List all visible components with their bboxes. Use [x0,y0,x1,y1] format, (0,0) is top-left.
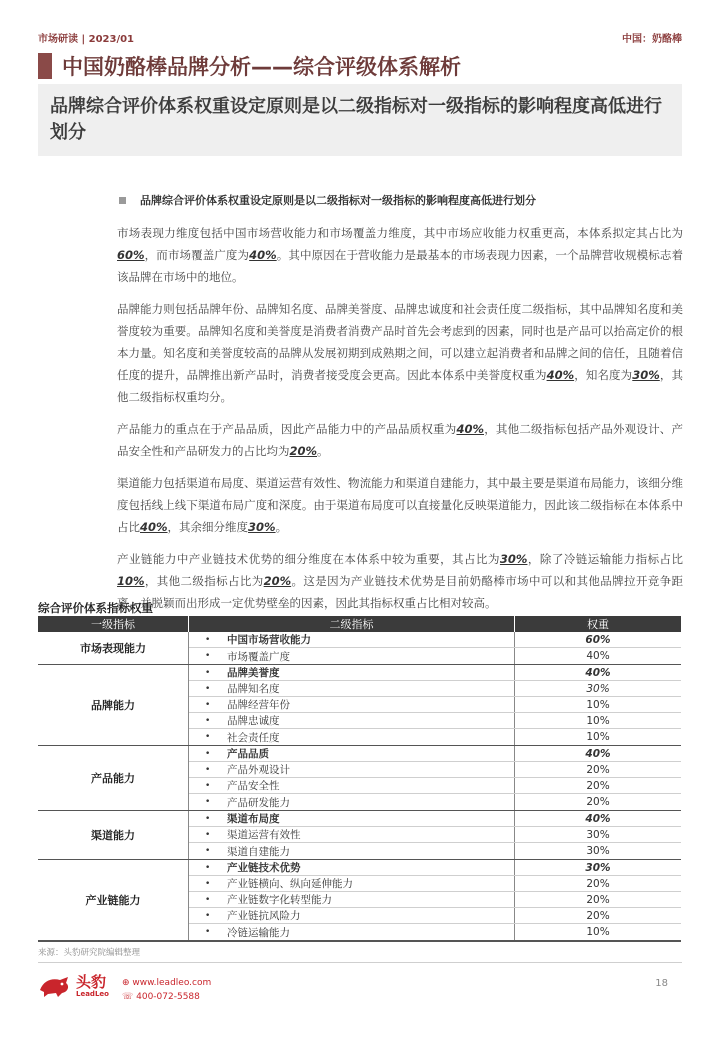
weight-value: 40% [585,747,611,760]
bullet-dot-icon: • [205,634,211,645]
logo-cn: 头豹 [76,973,107,991]
paragraph [117,298,683,408]
secondary-indicator-cell [189,924,515,940]
table-group [38,810,681,859]
secondary-indicator-cell [189,843,515,859]
table-row [189,794,681,810]
secondary-indicator: 品牌忠诚度 [227,715,280,727]
paragraph [117,472,683,538]
weight-cell [515,729,681,745]
weight-cell [515,843,681,859]
paragraph-text: 产业链能力中产业链技术优势的细分维度在本体系中较为重要，其占比为 [117,552,500,566]
weight-cell [515,713,681,728]
paragraph-text: ，除了冷链运输能力指标占比 [527,552,684,566]
percentage-highlight: 10% [117,574,145,588]
weight-value: 10% [586,731,610,743]
secondary-indicator-cell [189,697,515,712]
page-header [38,30,682,44]
table-row [189,876,681,892]
secondary-indicator: 渠道自建能力 [227,845,290,858]
paragraph-text: ，其他二级指标权重均分。 [117,368,684,404]
secondary-indicator: 产品品质 [227,748,269,760]
footer-divider [38,962,682,963]
bullet-dot-icon: • [205,797,211,807]
weight-value: 20% [586,877,610,890]
paragraph-text: 产品能力的重点在于产品品质，因此产品能力中的产品品质权重为 [117,422,457,436]
table-group [38,664,681,745]
secondary-indicator-cell [189,713,515,728]
paragraph-text: 。 [275,520,288,534]
weight-cell [515,632,681,647]
weight-value: 20% [586,909,610,922]
weight-value: 60% [585,633,611,646]
weight-cell [515,892,681,907]
percentage-highlight: 40% [140,520,168,534]
weight-cell [515,876,681,891]
paragraph-text: ，其余细分维度 [167,520,249,534]
table-row [189,762,681,778]
secondary-indicator: 产品外观设计 [227,764,290,776]
weight-value: 20% [586,893,610,906]
bullet-dot-icon: • [205,894,211,905]
weight-cell [515,794,681,810]
secondary-indicator-cell [189,632,515,647]
weight-cell [515,746,681,761]
secondary-indicator: 冷链运输能力 [227,926,290,939]
table-row [189,843,681,859]
weight-value: 10% [586,714,610,727]
weights-table [38,616,681,942]
header-secondary: 二级指标 [189,616,515,632]
weight-cell [515,681,681,696]
paragraph-text: 。 [317,444,329,458]
weight-value: 40% [585,812,611,825]
main-title [38,52,461,80]
table-row [189,778,681,794]
secondary-indicator: 市场覆盖广度 [227,650,290,663]
secondary-indicator: 产品安全性 [227,780,280,792]
weight-value: 30% [586,845,610,857]
bullet-dot-icon: • [205,780,211,791]
secondary-indicator: 渠道布局度 [227,813,280,825]
globe-icon: ⊕ [122,978,133,988]
body-content [117,192,683,624]
secondary-indicator: 中国市场营收能力 [227,634,311,646]
paragraph-text: 。这是因为产业链技术优势是目前奶酪棒市场中可以和其他品牌拉开竞争距离，并脱颖而出形成一定优势壁垒的因素，因此其指标权重占比相对较高。 [117,574,683,610]
paragraph-text: ，知名度为 [574,368,633,382]
secondary-indicator-cell [189,892,515,907]
table-row [189,827,681,843]
primary-indicator: 渠道能力 [38,811,189,859]
source-note: 来源：头豹研究院编辑整理 [38,948,141,958]
table-row [189,746,681,762]
logo-en: LeadLeo [76,990,109,998]
secondary-indicator: 社会责任度 [227,731,280,744]
secondary-indicator: 品牌知名度 [227,683,280,695]
bullet-dot-icon: • [205,927,211,937]
secondary-indicator: 产业链技术优势 [227,862,301,874]
primary-indicator: 品牌能力 [38,665,189,745]
paragraph [117,418,683,462]
paragraph-list [117,222,683,614]
weight-cell [515,648,681,664]
table-row [189,713,681,729]
header-right: 中国：奶酪棒 [622,34,682,45]
weight-cell [515,811,681,826]
main-title-text: 中国奶酪棒品牌分析——综合评级体系解析 [62,55,461,79]
table-row [189,860,681,876]
percentage-highlight: 20% [289,444,318,458]
secondary-indicator-cell [189,908,515,923]
bullet-dot-icon: • [205,683,211,694]
secondary-indicator: 产业链数字化转型能力 [227,894,332,906]
paragraph-text: ，而市场覆盖广度为 [144,248,250,262]
secondary-indicator: 渠道运营有效性 [227,829,301,841]
secondary-indicator-cell [189,827,515,842]
percentage-highlight: 40% [456,422,484,436]
percentage-highlight: 20% [263,574,292,588]
table-group [38,859,681,940]
bullet-dot-icon: • [205,732,211,742]
subtitle-box [38,84,682,156]
paragraph-text: 市场表现力维度包括中国市场营收能力和市场覆盖力维度，其中市场应收能力权重更高，本体系拟定其占比为 [117,226,683,240]
secondary-indicator-cell [189,778,515,793]
table-row [189,811,681,827]
bullet-dot-icon: • [205,813,211,824]
table-row [189,648,681,664]
bullet-dot-icon: • [205,667,211,678]
weight-value: 30% [586,682,610,695]
page-number: 18 [655,978,668,989]
paragraph [117,548,683,614]
secondary-indicator: 品牌经营年份 [227,699,290,711]
secondary-indicator-cell [189,876,515,891]
table-title: 综合评价体系指标权重 [38,601,153,615]
weight-cell [515,778,681,793]
weight-value: 20% [586,779,610,792]
table-group [38,745,681,810]
weight-cell [515,924,681,940]
paragraph-text: 品牌能力则包括品牌年份、品牌知名度、品牌美誉度、品牌忠诚度和社会责任度二级指标，其中品牌知名度和美誉度较为重要。品牌知名度和美誉度是消费者消费产品时首先会考虑到的因素，同时也是产品可以抬高定价的根本力量。知名度和美誉度较高的品牌从发展初期到成熟期之间，可以建立起消费者和品牌之间的信任，且随着信任度的提升，品牌推出新产品时，消费者接受度会更高。因此本体系中美誉度权重为 [117,302,683,382]
contact-info [122,976,211,1004]
weight-value: 20% [586,796,610,808]
table-row [189,908,681,924]
table-row [189,632,681,648]
bullet-dot-icon: • [205,910,211,921]
percentage-highlight: 30% [499,552,528,566]
website-link[interactable]: www.leadleo.com [132,978,212,988]
weight-value: 20% [586,763,610,776]
primary-indicator: 产业链能力 [38,860,189,940]
weight-value: 30% [585,861,611,874]
weight-cell [515,827,681,842]
table-row [189,892,681,908]
weight-value: 10% [586,926,610,938]
secondary-indicator: 品牌美誉度 [227,667,280,679]
table-row [189,665,681,681]
secondary-indicator-cell [189,811,515,826]
bullet-dot-icon: • [205,715,211,726]
secondary-indicator-cell [189,746,515,761]
paragraph [117,222,683,288]
weight-cell [515,665,681,680]
secondary-indicator-cell [189,665,515,680]
weight-cell [515,908,681,923]
paragraph-text: ，其他二级指标包括产品外观设计、产品安全性和产品研发力的占比均为 [117,422,683,458]
weight-cell [515,860,681,875]
bullet-dot-icon: • [205,764,211,775]
bullet-heading-text: 品牌综合评价体系权重设定原则是以二级指标对一级指标的影响程度高低进行划分 [140,194,536,207]
footer-logo [38,974,109,998]
secondary-indicator: 产品研发能力 [227,796,290,809]
bullet-dot-icon: • [205,748,211,759]
header-primary: 一级指标 [38,616,189,632]
table-row [189,681,681,697]
phone-number: 400-072-5588 [136,992,200,1002]
square-bullet-icon [119,197,126,204]
weight-value: 40% [586,650,610,662]
paragraph-text: 。其中原因在于营收能力是最基本的市场表现力因素，一个品牌营收规模标志着该品牌在市场中的地位。 [117,248,684,284]
bullet-dot-icon: • [205,878,211,889]
bullet-dot-icon: • [205,699,211,710]
bullet-dot-icon: • [205,862,211,873]
table-header [38,616,681,632]
bullet-dot-icon: • [205,829,211,840]
weight-value: 40% [585,666,611,679]
table-row [189,729,681,745]
paragraph-text: ，其他二级指标占比为 [144,574,264,588]
weight-cell [515,697,681,712]
secondary-indicator-cell [189,794,515,810]
weight-value: 30% [586,828,610,841]
header-weight: 权重 [587,618,609,631]
table-row [189,924,681,940]
phone-icon: ☏ [122,992,137,1002]
primary-indicator: 产品能力 [38,746,189,810]
subtitle-text: 品牌综合评价体系权重设定原则是以二级指标对一级指标的影响程度高低进行划分 [50,96,662,143]
bullet-heading [117,192,683,208]
table-body [38,632,681,940]
secondary-indicator-cell [189,762,515,777]
primary-indicator: 市场表现能力 [38,632,189,664]
leopard-logo-icon [38,974,72,998]
bullet-dot-icon: • [205,651,211,661]
paragraph-text: 渠道能力包括渠道布局度、渠道运营有效性、物流能力和渠道自建能力，其中最主要是渠道布局能力，该细分维度包括线上线下渠道布局广度和深度。由于渠道布局度可以直接量化反映渠道能力，因此该二级指标在本体系中占比 [117,476,683,534]
bullet-dot-icon: • [205,846,211,856]
header-left: 市场研读 | 2023/01 [38,34,135,45]
percentage-highlight: 30% [632,368,660,382]
percentage-highlight: 60% [117,248,145,262]
title-bar-mark [38,53,52,79]
table-bottom-rule [38,940,681,942]
secondary-indicator-cell [189,681,515,696]
percentage-highlight: 30% [248,520,276,534]
secondary-indicator: 产业链横向、纵向延伸能力 [227,878,353,890]
percentage-highlight: 40% [249,248,277,262]
secondary-indicator-cell [189,648,515,664]
weight-cell [515,762,681,777]
secondary-indicator-cell [189,729,515,745]
secondary-indicator: 产业链抗风险力 [227,910,301,922]
table-row [189,697,681,713]
weight-value: 10% [586,698,610,711]
percentage-highlight: 40% [546,368,575,382]
table-group [38,632,681,664]
secondary-indicator-cell [189,860,515,875]
